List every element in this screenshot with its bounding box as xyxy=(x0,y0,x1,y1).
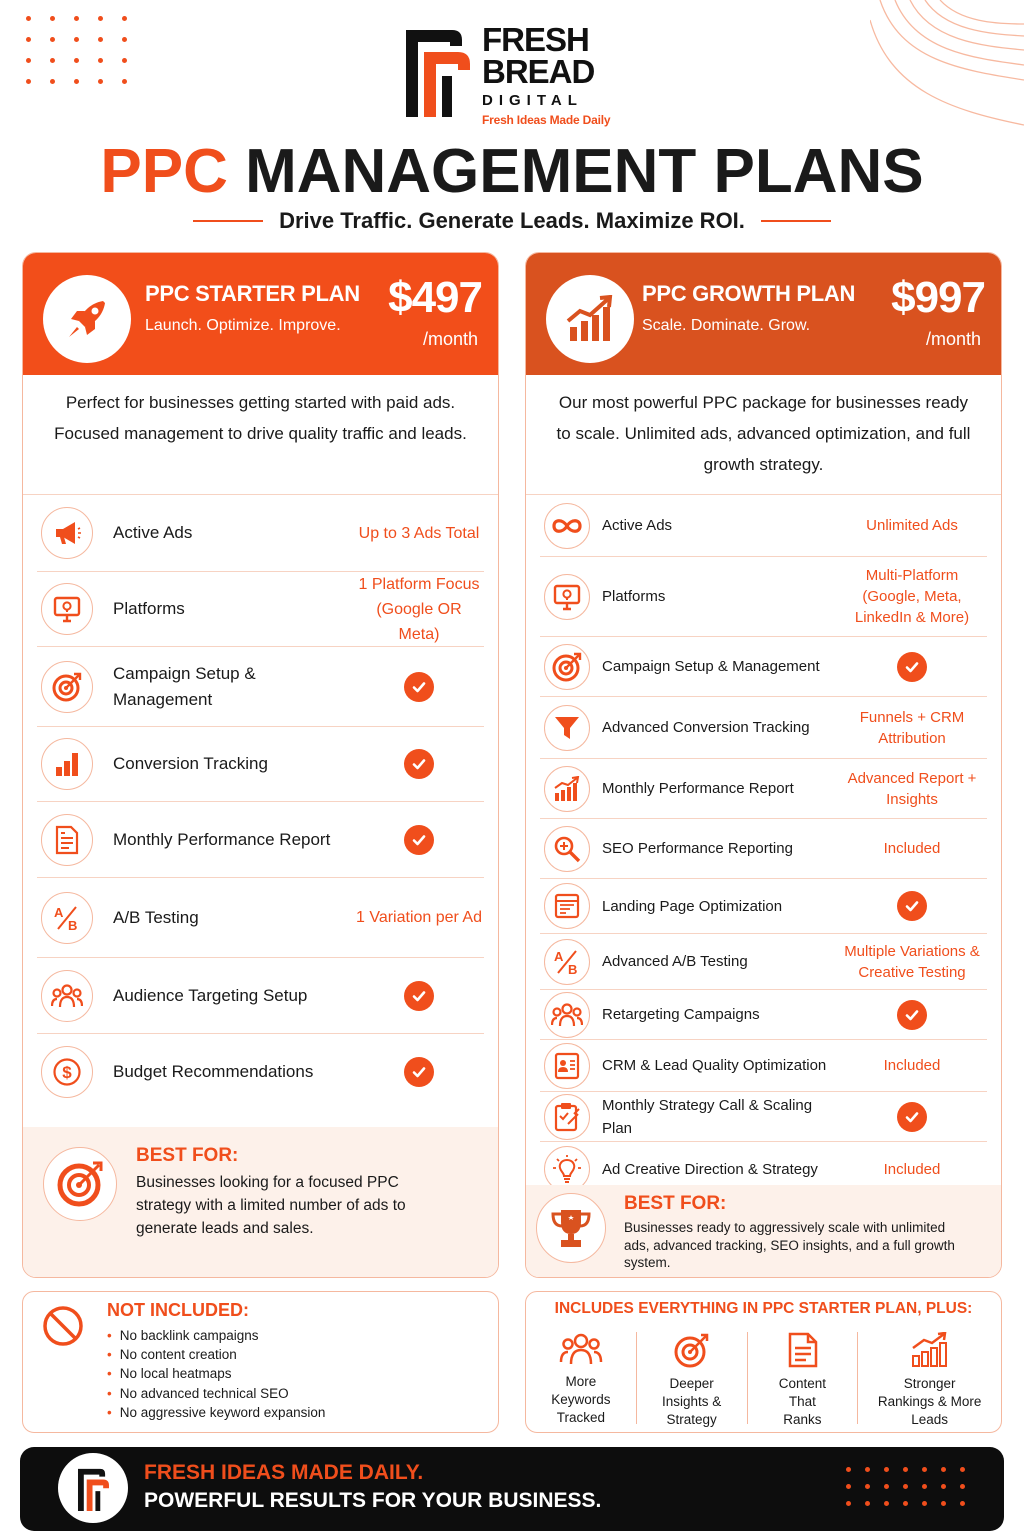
growth-feature-list xyxy=(526,495,1001,1196)
svg-text:A: A xyxy=(54,904,64,920)
feature-name: Budget Recommendations xyxy=(113,1062,314,1081)
check-icon xyxy=(897,652,927,682)
feature-row xyxy=(540,495,987,557)
audience-icon xyxy=(559,1332,603,1366)
feature-value-text: Unlimited Ads xyxy=(866,517,958,534)
brand-name-line2: BREAD xyxy=(482,53,595,90)
feature-row xyxy=(540,557,987,637)
feature-row xyxy=(540,697,987,759)
decorative-dots xyxy=(846,1467,965,1506)
includes-item-label: Deeper Insights & Strategy xyxy=(662,1376,722,1427)
not-included-item: • No local heatmaps xyxy=(107,1364,325,1383)
starter-plan-description: Perfect for businesses getting started with paid ads. Focused management to drive quality traffic and leads. xyxy=(23,375,498,495)
growth-best-for-text: Businesses ready to aggressively scale with unlimited ads, advanced tracking, SEO insights, and a full growth system. xyxy=(624,1220,955,1270)
megaphone-icon xyxy=(41,507,93,559)
growth-plan-price: $997 xyxy=(891,273,985,322)
brand-name-line1: FRESH xyxy=(482,21,589,58)
growth-chart-icon xyxy=(910,1332,950,1368)
feature-name: Platforms xyxy=(602,588,666,605)
subtitle xyxy=(0,208,1024,234)
growth-plan-header xyxy=(526,253,1001,375)
starter-best-for-title: BEST FOR: xyxy=(136,1145,239,1166)
feature-value xyxy=(837,768,987,810)
svg-text:B: B xyxy=(568,961,578,977)
starter-plan-price: $497 xyxy=(388,273,482,322)
feature-row xyxy=(37,495,484,572)
not-included-title: NOT INCLUDED: xyxy=(107,1300,249,1320)
feature-name: Advanced A/B Testing xyxy=(602,953,748,970)
feature-included-check xyxy=(837,1000,987,1030)
feature-value xyxy=(837,941,987,983)
feature-value-text: Included xyxy=(883,840,941,857)
ab-test-icon xyxy=(41,892,93,944)
landing-page-icon xyxy=(544,883,590,929)
includes-item-label: Content That Ranks xyxy=(778,1376,827,1427)
feature-value xyxy=(837,838,987,859)
dollar-icon xyxy=(41,1046,93,1098)
feature-value-text: Up to 3 Ads Total xyxy=(358,524,480,542)
target-icon xyxy=(41,661,93,713)
brand-header xyxy=(0,10,1024,130)
feature-row xyxy=(37,572,484,647)
growth-chart-icon xyxy=(544,766,590,812)
feature-name: Audience Targeting Setup xyxy=(113,985,308,1005)
check-icon xyxy=(404,825,434,855)
prohibited-icon xyxy=(41,1304,85,1348)
feature-value-text: 1 Variation per Ad xyxy=(355,909,482,926)
feature-value-text: Included xyxy=(883,1057,941,1074)
check-icon xyxy=(404,749,434,779)
feature-included-check xyxy=(354,672,484,702)
subtitle-divider-left xyxy=(193,220,263,222)
includes-item-label: More Keywords Tracked xyxy=(551,1374,611,1425)
feature-name: Retargeting Campaigns xyxy=(602,1006,760,1023)
feature-row xyxy=(540,934,987,990)
feature-row xyxy=(540,879,987,934)
target-icon xyxy=(672,1332,712,1368)
subtitle-text: Drive Traffic. Generate Leads. Maximize ROI. xyxy=(279,208,745,233)
feature-value xyxy=(354,572,484,647)
feature-value xyxy=(354,905,484,930)
feature-name: Monthly Performance Report xyxy=(113,829,331,849)
brand-name-line3: DIGITAL xyxy=(482,92,583,109)
feature-row xyxy=(540,637,987,697)
feature-value-text: Funnels + CRM Attribution xyxy=(859,708,965,747)
feature-included-check xyxy=(837,652,987,682)
feature-name: Campaign Setup & Management xyxy=(113,663,256,709)
feature-row xyxy=(540,759,987,819)
feature-name: Ad Creative Direction & Strategy xyxy=(602,1160,818,1178)
infinity-icon xyxy=(544,503,590,549)
rocket-icon xyxy=(43,275,131,363)
includes-item xyxy=(526,1332,637,1424)
feature-row xyxy=(37,958,484,1034)
includes-item xyxy=(858,1332,1001,1427)
feature-value xyxy=(837,1159,987,1180)
audience-icon xyxy=(41,970,93,1022)
logo-icon xyxy=(58,1453,128,1523)
svg-text:B: B xyxy=(68,917,78,933)
includes-item xyxy=(748,1332,859,1427)
growth-best-for-title: BEST FOR: xyxy=(624,1193,727,1214)
starter-plan-card xyxy=(22,252,499,1278)
growth-plan-name: PPC GROWTH PLAN xyxy=(642,281,856,306)
feature-name: Active Ads xyxy=(113,523,193,542)
subtitle-divider-right xyxy=(761,220,831,222)
feature-included-check xyxy=(837,891,987,921)
includes-item xyxy=(637,1332,748,1427)
feature-row xyxy=(37,802,484,878)
feature-name: A/B Testing xyxy=(113,907,199,927)
title-highlight: PPC xyxy=(100,137,228,206)
feature-value xyxy=(837,515,987,536)
page-title xyxy=(0,136,1024,207)
includes-item-label: Stronger Rankings & More Leads xyxy=(877,1376,982,1427)
monitor-icon xyxy=(544,574,590,620)
feature-name: Landing Page Optimization xyxy=(602,897,783,915)
brand-tagline: Fresh Ideas Made Daily xyxy=(482,113,611,127)
not-included-list xyxy=(107,1326,325,1422)
feature-row xyxy=(540,1040,987,1092)
not-included-item: • No aggressive keyword expansion xyxy=(107,1403,325,1422)
check-icon xyxy=(404,672,434,702)
feature-value xyxy=(837,565,987,628)
footer-line2: POWERFUL RESULTS FOR YOUR BUSINESS. xyxy=(144,1489,602,1512)
clipboard-icon xyxy=(544,1094,590,1140)
check-icon xyxy=(404,981,434,1011)
title-rest: MANAGEMENT PLANS xyxy=(227,137,924,206)
report-icon xyxy=(41,814,93,866)
includes-title: INCLUDES EVERYTHING IN PPC STARTER PLAN, PLUS: xyxy=(554,1300,973,1317)
feature-row xyxy=(37,878,484,958)
feature-name: CRM & Lead Quality Optimization xyxy=(602,1057,827,1074)
magnifier-icon xyxy=(544,826,590,872)
feature-value xyxy=(837,707,987,749)
bar-chart-icon xyxy=(41,738,93,790)
feature-value xyxy=(837,1055,987,1076)
crm-card-icon xyxy=(544,1043,590,1089)
feature-value-text: Included xyxy=(883,1160,941,1178)
growth-chart-icon xyxy=(546,275,634,363)
feature-value-text: 1 Platform Focus (Google OR Meta) xyxy=(358,575,480,643)
feature-name: Monthly Strategy Call & Scaling Plan xyxy=(602,1096,813,1137)
not-included-item: • No content creation xyxy=(107,1345,325,1364)
feature-row xyxy=(540,990,987,1040)
check-icon xyxy=(404,1057,434,1087)
not-included-box xyxy=(22,1291,499,1433)
starter-plan-period: /month xyxy=(422,329,478,349)
feature-row xyxy=(37,1034,484,1110)
starter-plan-header xyxy=(23,253,498,375)
target-icon xyxy=(43,1147,117,1221)
feature-row xyxy=(540,819,987,879)
check-icon xyxy=(897,1000,927,1030)
feature-included-check xyxy=(354,749,484,779)
ab-test-icon xyxy=(544,939,590,985)
feature-name: Monthly Performance Report xyxy=(602,780,794,797)
feature-row xyxy=(37,727,484,802)
logo-icon xyxy=(402,22,472,117)
starter-best-for xyxy=(23,1127,498,1277)
target-icon xyxy=(544,644,590,690)
logo-wordmark xyxy=(482,21,611,127)
footer-banner xyxy=(20,1447,1004,1531)
feature-value-text: Advanced Report + Insights xyxy=(847,769,977,808)
starter-plan-tagline: Launch. Optimize. Improve. xyxy=(145,317,341,334)
feature-name: Platforms xyxy=(113,599,185,618)
funnel-icon xyxy=(544,705,590,751)
starter-feature-list xyxy=(23,495,498,1110)
feature-value xyxy=(354,521,484,546)
audience-icon xyxy=(544,992,590,1038)
svg-text:A: A xyxy=(554,948,564,964)
growth-best-for xyxy=(526,1185,1001,1277)
growth-plan-card xyxy=(525,252,1002,1278)
feature-value-text: Multiple Variations & Creative Testing xyxy=(844,942,980,981)
starter-best-for-text: Businesses looking for a focused PPC strategy with a limited number of ads to generate leads and sales. xyxy=(136,1174,406,1237)
feature-name: Campaign Setup & Management xyxy=(602,658,820,675)
trophy-icon xyxy=(536,1193,606,1263)
starter-plan-name: PPC STARTER PLAN xyxy=(145,281,360,306)
includes-items xyxy=(526,1332,1001,1427)
feature-included-check xyxy=(354,825,484,855)
footer-line1: FRESH IDEAS MADE DAILY. xyxy=(144,1461,424,1484)
not-included-item: • No advanced technical SEO xyxy=(107,1384,325,1403)
feature-row xyxy=(540,1092,987,1142)
feature-row xyxy=(37,647,484,727)
feature-included-check xyxy=(354,981,484,1011)
feature-name: Conversion Tracking xyxy=(113,754,268,773)
not-included-item: • No backlink campaigns xyxy=(107,1326,325,1345)
feature-value-text: Multi-Platform (Google, Meta, LinkedIn & More) xyxy=(854,567,970,626)
check-icon xyxy=(897,1102,927,1132)
feature-name: Advanced Conversion Tracking xyxy=(602,719,810,736)
feature-included-check xyxy=(354,1057,484,1087)
growth-plan-tagline: Scale. Dominate. Grow. xyxy=(642,317,811,334)
includes-box xyxy=(525,1291,1002,1433)
feature-name: SEO Performance Reporting xyxy=(602,840,793,857)
document-icon xyxy=(786,1332,818,1368)
monitor-icon xyxy=(41,583,93,635)
growth-plan-period: /month xyxy=(925,329,981,349)
svg-text:$: $ xyxy=(62,1063,72,1082)
check-icon xyxy=(897,891,927,921)
feature-name: Active Ads xyxy=(602,517,673,534)
feature-included-check xyxy=(837,1102,987,1132)
growth-plan-description: Our most powerful PPC package for businesses ready to scale. Unlimited ads, advanced optimization, and full growth strategy. xyxy=(526,375,1001,495)
